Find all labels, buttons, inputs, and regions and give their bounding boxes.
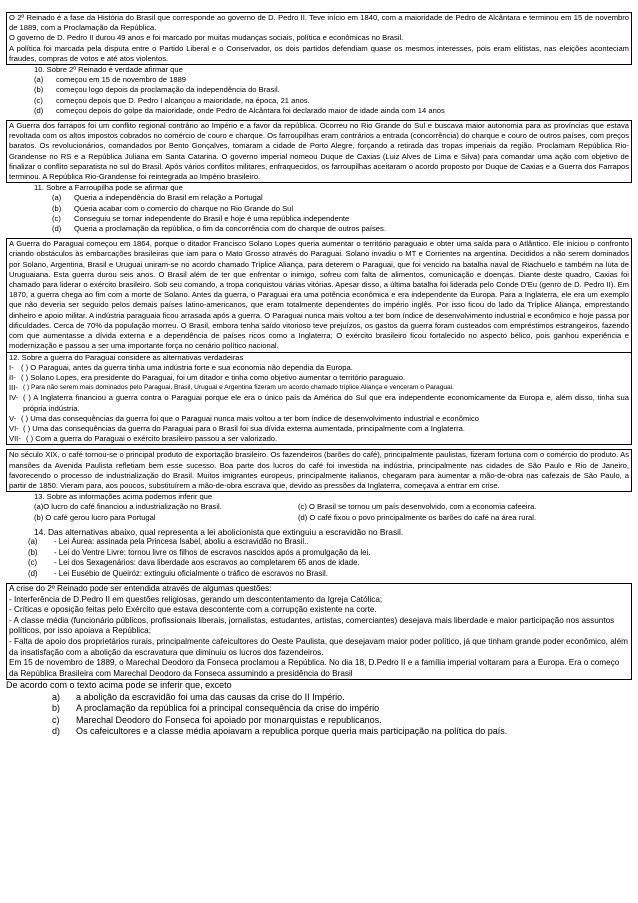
option-b[interactable]: (b) O café gerou lucro para Portugal <box>34 512 156 522</box>
question-10 <box>6 65 632 116</box>
option-c[interactable]: (c) começou depois que D. Pedro I alcançou a maioridade, na época, 21 anos. <box>34 95 310 105</box>
item-VII[interactable]: VII- ( ) Com a guerra do Paraguai o exército brasileiro passou a ser valorizado. <box>9 434 278 444</box>
paragraph: - Interferência de D.Pedro II em questões religiosas, gerando um descontentamento da Igreja Católica; <box>9 594 383 604</box>
text-box-guerra-paraguai <box>6 238 632 352</box>
option-c[interactable]: (c) Conseguiu se tornar independente do Brasil e hoje é uma república independente <box>52 213 350 223</box>
question-title: 11. Sobre a Farroupilha pode se afirmar que <box>34 183 183 193</box>
option-b[interactable]: b) A proclamação da república foi a principal consequência da crise do império <box>52 703 380 714</box>
item-III[interactable]: III- ( ) Para não serem mais dominados pelo Paraguai, Brasil, Uruguai e Argentina fizeram um acordo chamado tríplice Aliança e venceram o Paraguai. <box>9 383 455 393</box>
item-I[interactable]: I- ( ) O Paraguai, antes da guerra tinha uma indústria forte e sua economia não dependia da Europa. <box>9 362 353 372</box>
text-box-segundo-reinado <box>6 12 632 65</box>
question-11 <box>6 183 632 234</box>
text-box-crise-reinado <box>6 583 632 680</box>
text-box-farroupilha <box>6 120 632 183</box>
paragraph: No século XIX, o café tornou-se o principal produto de exportação brasileiro. Os fazendeiros (barões do café), principalmente paulistas, fizeram fortuna com o comércio do produto. As mansões da Avenida Paulista refletiam bem esse sucesso. Boa parte dos lucros do café foi investida na indústria, principalmente nas cidades de São Paulo e Rio de Janeiro, favorecendo o processo de industrialização do Brasil. Muitos imigrantes europeus, principalmente italianos, chegaram para aumentar a mão-de-obra nas cafezais de São Paulo, a partir de 1850. Vieram para, aos poucos, substituírem a mão-de-obra escrava que, devido as pressões da Inglaterra, começava a entrar em crise. <box>9 450 629 490</box>
option-b[interactable]: (b) - Lei do Ventre Livre: tornou livre os filhos de escravos nascidos após a promulgação da lei. <box>28 547 371 557</box>
item-IV[interactable]: IV- ( ) A Inglaterra financiou a guerra contra o Paraguai porque ele era o único país da América do Sul que era independente economicamente da Europa e, além disso, tinha sua própria indústria. <box>9 393 629 413</box>
paragraph: O governo de D. Pedro II durou 49 anos e foi marcado por muitas mudanças sociais, política e econômicas no Brasil. <box>9 33 404 43</box>
paragraph: A Guerra do Paraguai começou em 1864, porque o ditador Francisco Solano Lopes queria aumentar o território paraguaio e obter uma saída para o Atlântico. Ele iniciou o confronto criando obstáculos às embarcações brasileiras que iam para o Mato Grosso através do Paraguai. Solano invadiu o MT e Corrientes na argentina. Decididos a não serem dominados por Solano, Argentina, Brasil e Uruguai uniram-se no acordo chamado Tríplice Aliança, para deterem o Paraguai, que foi vencido na batalha naval de Riachuelo e também na luta de Uruguaiana. Esta guerra durou seis anos. O Brasil além de ter que enfrentar o inimigo, sofreu com falta de alimentos, comunicação e doenças. Diante deste quadro, Caxias foi chamado para liderar o exército brasileiro. Sob seu comando, a tropa conquistou várias vitórias. Apesar disso, a última batalha foi liderada pelo Conde D'Eu (genro de D. Pedro II). Em 1870, a guerra chega ao fim com a morte de Solano. Antes da guerra, o Paraguai era uma potência econômica e era independente da Europa. Para a Inglaterra, ele era um exemplo que não deveria ser seguido pelos demais países latino-americanos, que eram totalmente dependentes do império inglês. Por isso ficou do lado da Tríplice Aliança, emprestando dinheiro e apoio militar. A indústria paraguaia ficou arrasada após a guerra. O Paraguai nunca mais voltou a ter bom índice de desenvolvimento industrial e econômico e hoje passa por dificuldades. Cerca de 70% da população morreu. O Brasil, embora tenha saído vitorioso teve prejuízos, os gastos da guerra foram custeados com empréstimos estrangeiros, fazendo com que aumentasse a dívida externa e a dependência de países ricos como a Inglaterra; O exército brasileiro ficou fortalecido no aspecto bélico, pois ganhou experiência e modernização e passou a ser uma importante força no cenário político nacional. <box>9 239 629 351</box>
paragraph: - Críticas e oposição feitas pelo Exército que estava descontente com a corrupção existente na corte. <box>9 605 377 615</box>
question-12 <box>6 353 632 446</box>
paragraph: - Falta de apoio dos proprietários rurais, principalmente cafeicultores do Oeste Paulista, que desejavam maior poder político, já que tinham grande poder econômico, além da insatisfação com a abolição da escravatura que diminuiu os lucros dos fazendeiros. <box>9 636 628 657</box>
option-a[interactable]: (a) começou em 15 de novembro de 1889 <box>34 75 187 85</box>
question-title: 13. Sobre as informações acima podemos inferir que <box>34 492 213 502</box>
option-a[interactable]: (a)O lucro do café financiou a industrialização no Brasil. <box>34 502 222 512</box>
paragraph: O 2º Reinado é a fase da História do Brasil que corresponde ao governo de D. Pedro II. Teve início em 1840, com a maioridade de Pedro de Alcântara e terminou em 15 de novembro de 1889, com a Proclamação da República. <box>9 13 629 33</box>
item-II[interactable]: II- ( ) Solano Lopes, era presidente do Paraguai, foi um ditador e tinha como objetivo aumentar o território paraguaio. <box>9 372 406 382</box>
option-c[interactable]: c) Marechal Deodoro do Fonseca foi apoiado por monarquistas e republicanos. <box>52 714 382 725</box>
question-14 <box>6 527 632 579</box>
option-b[interactable]: (b) Queria acabar com o comercio do charque no Rio Grande do Sul <box>52 203 294 213</box>
question-15 <box>6 680 632 738</box>
option-d[interactable]: (d) começou depois do golpe da maioridade, onde Pedro de Alcântara foi declarado maior de idade ainda com 14 anos <box>34 105 445 115</box>
option-b[interactable]: (b) começou logo depois da proclamação da independência do Brasil. <box>34 85 280 95</box>
option-d[interactable]: (d) O café fixou o povo principalmente os barões do café na área rural. <box>298 512 537 522</box>
paragraph: - A classe média (funcionário públicos, profissionais liberais, jornalistas, estudantes, artistas, comerciantes) desejava mais liberdade e maior participação nos assuntos políticos, por isso apoiava a República; <box>9 615 615 636</box>
option-a[interactable]: (a) - Lei Áurea: assinada pela Princesa Isabel, aboliu a escravidão no Brasil.. <box>28 537 309 547</box>
question-title: 10. Sobre 2º Reinado é verdade afirmar que <box>34 65 183 75</box>
option-a[interactable]: a) a abolição da escravidão foi uma das causas da crise do II Império. <box>52 691 345 702</box>
option-c[interactable]: (c) O Brasil se tornou um país desenvolvido, com a economia cafeeira. <box>298 502 537 512</box>
paragraph: A Guerra dos farrapos foi um conflito regional contrário ao Império e a favor da república. Ocorreu no Rio Grande do Sul e buscava maior autonomia para as províncias que estava revoltada com os altos impostos cobrados no comércio de couro e charque. Os farroupilhas eram contrários a entrada (concorrência) do charque e couro de outros países, com preços baratos. Os revolucionários, comandados por Bento Gonçalves, tomaram a cidade de Porto Alegre, forçando a retirada das tropas imperiais da região. Proclamam República Rio-Grandense no RS e a República Juliana em Santa Catarina. O governo imperial nomeou Duque de Caxias (Luiz Alves de Lima e Silva) para comandar uma ação com objetivo de finalizar o conflito separatista no sul do Brasil. Após vários conflitos militares, enfraquecidos, os farroupilhas aceitaram o acordo proposto por Duque de Caxias e a Guerra dos Farrapos terminou. A República Rio-Grandense foi reintegrada ao Império brasileiro. <box>9 121 629 182</box>
option-d[interactable]: d) Os cafeicultores e a classe média apoiavam a republica porque queria mais participação na política do país. <box>52 726 508 737</box>
text-box-cafe <box>6 449 632 492</box>
option-d[interactable]: (d) Queria a proclamação da república, o fim da concorrência com do charque de outros países. <box>52 224 386 234</box>
option-c[interactable]: (c) - Lei dos Sexagenários: dava liberdade aos escravos ao completarem 65 anos de idade. <box>28 558 360 568</box>
option-d[interactable]: (d) - Lei Eusébio de Queiróz: extinguiu oficialmente o tráfico de escravos no Brasil. <box>28 568 328 578</box>
question-title: 12. Sobre a guerra do Paraguai considere as alternativas verdadeiras <box>9 352 244 362</box>
paragraph: A crise do 2º Reinado pode ser entendida através de algumas questões: <box>9 583 272 593</box>
question-13 <box>6 492 632 523</box>
worksheet-page <box>6 0 632 738</box>
paragraph: A política foi marcada pela disputa entre o Partido Liberal e o Conservador, os dois partidos defendiam quase os mesmos interesses, pois eram elitistas, nas eleições aconteciam fraudes, compras de votos e até atos violentos. <box>9 43 629 63</box>
paragraph: Em 15 de novembro de 1889, o Marechal Deodoro da Fonseca proclamou a República. No dia 18, D.Pedro II e a família imperial voltaram para a Europa. Era o começo da República Brasileira com Marechal Deodoro da Fonseca assumindo a presidência do Brasil <box>9 658 620 678</box>
item-V[interactable]: V- ( ) Uma das consequências da guerra foi que o Paraguai nunca mais voltou a ter bom índice de desenvolvimento industrial e econômico <box>9 413 479 423</box>
question-title: 14. Das alternativas abaixo, qual representa a lei abolicionista que extinguiu a escravidão no Brasil. <box>34 526 404 537</box>
question-title: De acordo com o texto acima pode se inferir que, exceto <box>6 680 232 691</box>
item-VI[interactable]: VI- ( ) Uma das consequências da guerra do Paraguai para o Brasil foi sua dívida externa aumentada, principalmente com a Inglaterra. <box>9 423 465 433</box>
option-a[interactable]: (a) Queria a independência do Brasil em relação a Portugal <box>52 193 263 203</box>
